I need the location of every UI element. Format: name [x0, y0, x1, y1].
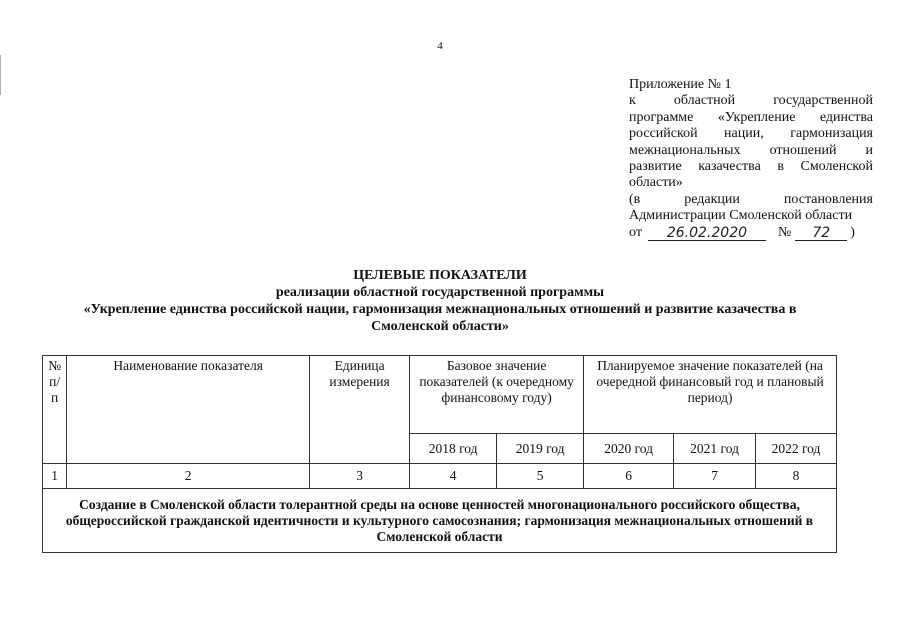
- appendix-line: (в редакции постановления: [629, 191, 873, 207]
- year-2021: 2021 год: [674, 434, 756, 464]
- appendix-line: российской нации, гармонизация: [629, 126, 873, 142]
- column-number: 1: [43, 464, 67, 489]
- appendix-line: к областной государственной: [629, 93, 873, 109]
- handwritten-number: 72: [795, 226, 847, 241]
- handwritten-date: 26.02.2020: [648, 226, 766, 241]
- page-number: 4: [437, 40, 443, 52]
- doc-title: ЦЕЛЕВЫЕ ПОКАЗАТЕЛИ: [353, 268, 527, 283]
- indicators-table: [42, 355, 837, 553]
- year-2022: 2022 год: [756, 434, 837, 464]
- column-number: 5: [497, 464, 584, 489]
- number-label: №: [777, 224, 792, 240]
- appendix-line: программе «Укрепление единства: [629, 109, 873, 125]
- scan-edge-mark: [0, 55, 1, 95]
- year-2020: 2020 год: [584, 434, 674, 464]
- column-number: 4: [410, 464, 497, 489]
- from-label: от: [629, 224, 642, 240]
- year-2018: 2018 год: [410, 434, 497, 464]
- appendix-line: Приложение № 1: [629, 77, 732, 92]
- column-number: 3: [310, 464, 410, 489]
- appendix-line: Администрации Смоленской области: [629, 208, 853, 224]
- header-base-value: Базовое значение показателей (к очередному финансовому году): [410, 356, 584, 434]
- appendix-line: развитие казачества в Смоленской: [629, 159, 873, 175]
- resolution-reference: [629, 225, 873, 241]
- column-number: 7: [674, 464, 756, 489]
- header-unit: Единица измерения: [310, 356, 410, 464]
- header-num: № п/п: [43, 356, 67, 464]
- year-2019: 2019 год: [497, 434, 584, 464]
- column-number-row: [43, 464, 837, 489]
- appendix-line: области»: [629, 175, 683, 191]
- header-planned-value: Планируемое значение показателей (на очередной финансовый год и плановый период): [584, 356, 837, 434]
- appendix-block: [629, 77, 873, 241]
- program-name-line1: «Укрепление единства российской нации, гармонизация межнациональных отношений и развитие казачества в: [83, 302, 797, 317]
- appendix-line: межнациональных отношений и: [629, 142, 873, 158]
- close-paren: ): [850, 224, 855, 240]
- column-number: 8: [756, 464, 837, 489]
- section-title: Создание в Смоленской области толерантной среды на основе ценностей многонационального российского общества, общероссийской гражданской идентичности и культурного самосознания; гармонизация межнациональных отношений в Смоленской области: [43, 489, 837, 553]
- column-number: 2: [67, 464, 310, 489]
- header-indicator-name: Наименование показателя: [67, 356, 310, 464]
- program-name-line2: Смоленской области»: [371, 319, 509, 334]
- column-number: 6: [584, 464, 674, 489]
- doc-subtitle: реализации областной государственной программы: [275, 285, 605, 300]
